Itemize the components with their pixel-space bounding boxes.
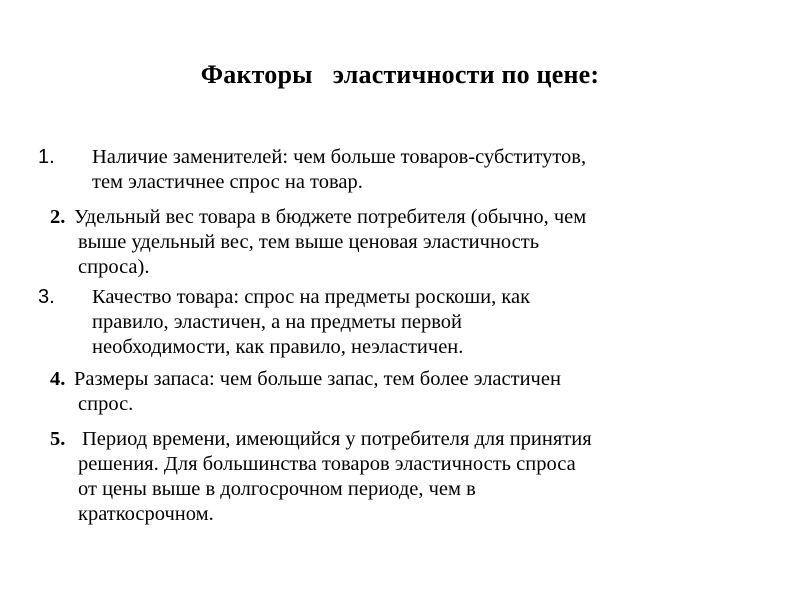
- list-item-text: выше удельный вес, тем выше ценовая эластичность: [78, 231, 540, 253]
- list-item-text: краткосрочном.: [78, 503, 214, 525]
- list-item-text: спрос.: [78, 393, 134, 415]
- list-item-text: Размеры запаса: чем больше запас, тем более эластичен: [74, 368, 561, 390]
- list-item-number: 1.: [38, 146, 55, 168]
- list-item-text: Качество товара: спрос на предметы роскоши, как: [92, 286, 531, 308]
- list-item-text: правило, эластичен, а на предметы первой: [92, 311, 463, 333]
- list-item-text: решения. Для большинства товаров эластичность спроса: [78, 453, 576, 475]
- list-item-text: Наличие заменителей: чем больше товаров-субститутов,: [92, 146, 587, 168]
- list-item-number: 2.: [50, 206, 66, 228]
- list-item-number: 5.: [50, 428, 66, 450]
- list-item-number: 3.: [38, 286, 55, 308]
- list-item-text: спроса).: [78, 256, 150, 278]
- list-item-text: Период времени, имеющийся у потребителя для принятия: [82, 428, 592, 450]
- list-item-number: 4.: [50, 368, 66, 390]
- list-item-text: необходимости, как правило, неэластичен.: [92, 336, 464, 358]
- list-item-text: тем эластичнее спрос на товар.: [92, 171, 363, 193]
- list-item-text: от цены выше в долгосрочном периоде, чем в: [78, 478, 476, 500]
- slide-title: Факторы эластичности по цене:: [200, 60, 600, 89]
- list-item-text: Удельный вес товара в бюджете потребителя (обычно, чем: [74, 206, 587, 228]
